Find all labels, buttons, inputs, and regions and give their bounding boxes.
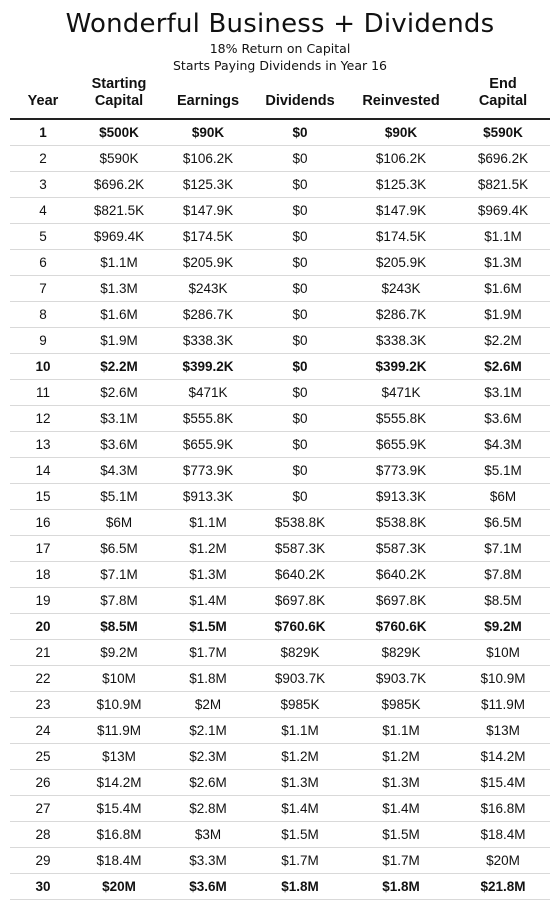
cell-end-capital: $5.1M xyxy=(484,462,522,478)
cell-starting-capital: $11.9M xyxy=(96,722,142,738)
header-label-line2: Capital xyxy=(478,93,528,109)
cell-reinvested: $773.9K xyxy=(375,462,427,478)
cell-earnings: $338.3K xyxy=(182,332,234,348)
cell-earnings: $399.2K xyxy=(182,358,234,374)
cell-end-capital: $16.8M xyxy=(480,800,526,816)
title-block xyxy=(0,0,560,74)
table-row xyxy=(10,223,550,249)
table-row xyxy=(10,275,550,301)
cell-reinvested: $399.2K xyxy=(375,358,427,374)
cell-dividends: $760.6K xyxy=(274,618,326,634)
col-reinvested-header xyxy=(346,74,456,119)
cell-end-capital: $7.1M xyxy=(484,540,522,556)
cell-year: 7 xyxy=(39,280,47,296)
table-row xyxy=(10,119,550,145)
cell-reinvested: $587.3K xyxy=(375,540,427,556)
cell-earnings: $205.9K xyxy=(182,254,234,270)
cell-year: 28 xyxy=(35,826,51,842)
cell-reinvested: $1.7M xyxy=(382,852,420,868)
subtitle-dividends: Starts Paying Dividends in Year 16 xyxy=(172,58,387,73)
cell-dividends: $0 xyxy=(292,150,308,166)
cell-earnings: $90K xyxy=(191,124,225,140)
table-row xyxy=(10,535,550,561)
cell-reinvested: $903.7K xyxy=(375,670,427,686)
cell-end-capital: $1.6M xyxy=(484,280,522,296)
table-row xyxy=(10,171,550,197)
cell-earnings: $1.2M xyxy=(189,540,227,556)
cell-end-capital: $3.1M xyxy=(484,384,522,400)
cell-earnings: $1.7M xyxy=(189,644,227,660)
cell-end-capital: $7.8M xyxy=(484,566,522,582)
cell-dividends: $0 xyxy=(292,462,308,478)
cell-year: 18 xyxy=(35,566,51,582)
cell-year: 21 xyxy=(35,644,51,660)
cell-reinvested: $147.9K xyxy=(375,202,427,218)
cell-starting-capital: $13M xyxy=(102,748,136,764)
table-row xyxy=(10,639,550,665)
table-row xyxy=(10,769,550,795)
header-label-line1: End xyxy=(489,76,517,92)
cell-year: 29 xyxy=(35,852,51,868)
table-row xyxy=(10,301,550,327)
cell-starting-capital: $10M xyxy=(102,670,136,686)
cell-earnings: $3.6M xyxy=(189,878,227,894)
cell-year: 26 xyxy=(35,774,51,790)
cell-starting-capital: $2.6M xyxy=(100,384,138,400)
cell-dividends: $1.2M xyxy=(281,748,319,764)
cell-reinvested: $471K xyxy=(381,384,421,400)
cell-starting-capital: $1.1M xyxy=(100,254,138,270)
cell-reinvested: $106.2K xyxy=(375,150,427,166)
cell-end-capital: $6M xyxy=(489,488,517,504)
cell-earnings: $2.6M xyxy=(189,774,227,790)
table-row xyxy=(10,327,550,353)
cell-dividends: $0 xyxy=(292,176,308,192)
cell-reinvested: $1.3M xyxy=(382,774,420,790)
cell-dividends: $538.8K xyxy=(274,514,326,530)
cell-year: 27 xyxy=(35,800,51,816)
cell-starting-capital: $1.3M xyxy=(100,280,138,296)
cell-reinvested: $338.3K xyxy=(375,332,427,348)
cell-dividends: $0 xyxy=(292,410,308,426)
cell-end-capital: $6.5M xyxy=(484,514,522,530)
cell-reinvested: $655.9K xyxy=(375,436,427,452)
cell-dividends: $1.4M xyxy=(281,800,319,816)
cell-starting-capital: $20M xyxy=(102,878,136,894)
cell-year: 4 xyxy=(39,202,47,218)
cell-reinvested: $1.8M xyxy=(382,878,420,894)
header-label-line2: Dividends xyxy=(265,93,335,109)
cell-end-capital: $11.9M xyxy=(480,696,526,712)
cell-starting-capital: $3.1M xyxy=(100,410,138,426)
header-label-line1: Starting xyxy=(91,76,147,92)
cell-earnings: $106.2K xyxy=(182,150,234,166)
cell-end-capital: $1.9M xyxy=(484,306,522,322)
cell-earnings: $555.8K xyxy=(182,410,234,426)
cell-starting-capital: $1.9M xyxy=(100,332,138,348)
cell-dividends: $1.3M xyxy=(281,774,319,790)
col-year-header xyxy=(10,74,76,119)
cell-end-capital: $969.4K xyxy=(477,202,529,218)
cell-reinvested: $555.8K xyxy=(375,410,427,426)
table-row xyxy=(10,457,550,483)
cell-dividends: $0 xyxy=(292,228,308,244)
cell-year: 12 xyxy=(35,410,51,426)
table-row xyxy=(10,613,550,639)
cell-starting-capital: $7.8M xyxy=(100,592,138,608)
cell-year: 14 xyxy=(35,462,51,478)
cell-earnings: $286.7K xyxy=(182,306,234,322)
cell-end-capital: $18.4M xyxy=(480,826,526,842)
cell-year: 6 xyxy=(39,254,47,270)
cell-end-capital: $590K xyxy=(483,124,523,140)
dividends-table xyxy=(10,74,550,900)
cell-dividends: $0 xyxy=(292,202,308,218)
cell-starting-capital: $6M xyxy=(105,514,133,530)
cell-end-capital: $9.2M xyxy=(484,618,522,634)
cell-year: 13 xyxy=(35,436,51,452)
cell-year: 8 xyxy=(39,306,47,322)
cell-year: 19 xyxy=(35,592,51,608)
cell-end-capital: $2.6M xyxy=(484,358,522,374)
header-row xyxy=(10,74,550,119)
cell-earnings: $3.3M xyxy=(189,852,227,868)
cell-year: 20 xyxy=(35,618,51,634)
cell-end-capital: $4.3M xyxy=(484,436,522,452)
cell-dividends: $903.7K xyxy=(274,670,326,686)
cell-earnings: $1.1M xyxy=(189,514,227,530)
cell-end-capital: $14.2M xyxy=(480,748,526,764)
cell-reinvested: $174.5K xyxy=(375,228,427,244)
cell-dividends: $1.8M xyxy=(281,878,319,894)
table-row xyxy=(10,587,550,613)
cell-starting-capital: $696.2K xyxy=(93,176,145,192)
cell-reinvested: $760.6K xyxy=(375,618,427,634)
cell-earnings: $1.3M xyxy=(189,566,227,582)
cell-year: 11 xyxy=(35,384,50,400)
header-label-line2: Capital xyxy=(94,93,144,109)
cell-year: 25 xyxy=(35,748,51,764)
table-row xyxy=(10,249,550,275)
col-dividends-header xyxy=(254,74,346,119)
cell-earnings: $2M xyxy=(194,696,222,712)
header-label-line2: Reinvested xyxy=(362,93,440,109)
cell-starting-capital: $969.4K xyxy=(93,228,145,244)
col-earnings-header xyxy=(162,74,254,119)
cell-reinvested: $1.5M xyxy=(382,826,420,842)
cell-reinvested: $697.8K xyxy=(375,592,427,608)
cell-starting-capital: $14.2M xyxy=(96,774,142,790)
cell-dividends: $985K xyxy=(280,696,320,712)
cell-earnings: $125.3K xyxy=(182,176,234,192)
cell-year: 30 xyxy=(35,878,51,894)
cell-reinvested: $913.3K xyxy=(375,488,427,504)
table-row xyxy=(10,717,550,743)
cell-reinvested: $985K xyxy=(381,696,421,712)
table-row xyxy=(10,483,550,509)
table-body xyxy=(10,119,550,899)
cell-dividends: $640.2K xyxy=(274,566,326,582)
cell-reinvested: $205.9K xyxy=(375,254,427,270)
cell-starting-capital: $1.6M xyxy=(100,306,138,322)
cell-starting-capital: $9.2M xyxy=(100,644,138,660)
cell-starting-capital: $4.3M xyxy=(100,462,138,478)
cell-end-capital: $3.6M xyxy=(484,410,522,426)
cell-reinvested: $125.3K xyxy=(375,176,427,192)
cell-dividends: $0 xyxy=(292,280,308,296)
table-row xyxy=(10,873,550,899)
table-row xyxy=(10,509,550,535)
cell-year: 15 xyxy=(35,488,51,504)
table-row xyxy=(10,353,550,379)
cell-starting-capital: $2.2M xyxy=(100,358,138,374)
header-label-line2: Earnings xyxy=(176,93,240,109)
cell-starting-capital: $18.4M xyxy=(96,852,142,868)
table-row xyxy=(10,743,550,769)
cell-starting-capital: $590K xyxy=(99,150,139,166)
cell-dividends: $0 xyxy=(292,306,308,322)
cell-dividends: $587.3K xyxy=(274,540,326,556)
header-label-line2: Year xyxy=(27,93,59,109)
cell-dividends: $0 xyxy=(292,488,308,504)
cell-dividends: $0 xyxy=(292,384,308,400)
cell-end-capital: $2.2M xyxy=(484,332,522,348)
cell-end-capital: $1.3M xyxy=(484,254,522,270)
cell-reinvested: $1.1M xyxy=(382,722,420,738)
table-row xyxy=(10,847,550,873)
table-row xyxy=(10,561,550,587)
cell-starting-capital: $821.5K xyxy=(93,202,145,218)
table-row xyxy=(10,431,550,457)
cell-reinvested: $243K xyxy=(381,280,421,296)
cell-dividends: $829K xyxy=(280,644,320,660)
col-end-capital-header xyxy=(456,74,550,119)
cell-end-capital: $21.8M xyxy=(480,878,526,894)
cell-dividends: $0 xyxy=(292,124,308,140)
cell-earnings: $655.9K xyxy=(182,436,234,452)
cell-dividends: $0 xyxy=(292,436,308,452)
cell-starting-capital: $10.9M xyxy=(96,696,142,712)
col-starting-capital-header xyxy=(76,74,162,119)
cell-earnings: $1.4M xyxy=(189,592,227,608)
table-row xyxy=(10,197,550,223)
cell-end-capital: $821.5K xyxy=(477,176,529,192)
cell-earnings: $2.3M xyxy=(189,748,227,764)
cell-earnings: $913.3K xyxy=(182,488,234,504)
cell-starting-capital: $7.1M xyxy=(100,566,138,582)
cell-reinvested: $829K xyxy=(381,644,421,660)
cell-year: 24 xyxy=(35,722,51,738)
cell-dividends: $1.1M xyxy=(281,722,319,738)
cell-end-capital: $13M xyxy=(486,722,520,738)
table-row xyxy=(10,405,550,431)
cell-dividends: $0 xyxy=(292,254,308,270)
cell-starting-capital: $5.1M xyxy=(100,488,138,504)
cell-end-capital: $1.1M xyxy=(484,228,522,244)
cell-reinvested: $1.2M xyxy=(382,748,420,764)
cell-year: 16 xyxy=(35,514,51,530)
cell-reinvested: $1.4M xyxy=(382,800,420,816)
cell-reinvested: $640.2K xyxy=(375,566,427,582)
table-row xyxy=(10,795,550,821)
page-title: Wonderful Business + Dividends xyxy=(65,9,495,39)
cell-year: 10 xyxy=(35,358,51,374)
cell-dividends: $0 xyxy=(292,332,308,348)
cell-earnings: $471K xyxy=(188,384,228,400)
cell-end-capital: $10M xyxy=(486,644,520,660)
cell-earnings: $147.9K xyxy=(182,202,234,218)
cell-year: 1 xyxy=(39,124,47,140)
table-row xyxy=(10,691,550,717)
cell-earnings: $2.8M xyxy=(189,800,227,816)
cell-starting-capital: $8.5M xyxy=(100,618,138,634)
cell-year: 3 xyxy=(39,176,47,192)
cell-reinvested: $538.8K xyxy=(375,514,427,530)
cell-earnings: $174.5K xyxy=(182,228,234,244)
cell-starting-capital: $16.8M xyxy=(96,826,142,842)
cell-earnings: $3M xyxy=(194,826,222,842)
cell-end-capital: $15.4M xyxy=(480,774,526,790)
table-row xyxy=(10,145,550,171)
cell-dividends: $0 xyxy=(292,358,308,374)
cell-starting-capital: $15.4M xyxy=(96,800,142,816)
cell-earnings: $1.5M xyxy=(189,618,227,634)
cell-year: 23 xyxy=(35,696,51,712)
cell-earnings: $773.9K xyxy=(182,462,234,478)
cell-reinvested: $90K xyxy=(384,124,418,140)
cell-end-capital: $20M xyxy=(486,852,520,868)
cell-dividends: $1.5M xyxy=(281,826,319,842)
table-row xyxy=(10,379,550,405)
cell-year: 5 xyxy=(39,228,47,244)
cell-dividends: $697.8K xyxy=(274,592,326,608)
cell-starting-capital: $6.5M xyxy=(100,540,138,556)
table-row xyxy=(10,665,550,691)
cell-earnings: $243K xyxy=(188,280,228,296)
cell-earnings: $1.8M xyxy=(189,670,227,686)
cell-year: 17 xyxy=(35,540,51,556)
cell-end-capital: $8.5M xyxy=(484,592,522,608)
cell-reinvested: $286.7K xyxy=(375,306,427,322)
table-row xyxy=(10,821,550,847)
cell-year: 9 xyxy=(39,332,47,348)
cell-starting-capital: $3.6M xyxy=(100,436,138,452)
subtitle-return: 18% Return on Capital xyxy=(209,41,351,56)
table-header xyxy=(10,74,550,119)
cell-starting-capital: $500K xyxy=(99,124,139,140)
cell-end-capital: $10.9M xyxy=(480,670,526,686)
cell-earnings: $2.1M xyxy=(189,722,227,738)
cell-dividends: $1.7M xyxy=(281,852,319,868)
cell-end-capital: $696.2K xyxy=(477,150,529,166)
cell-year: 22 xyxy=(35,670,51,686)
cell-year: 2 xyxy=(39,150,47,166)
